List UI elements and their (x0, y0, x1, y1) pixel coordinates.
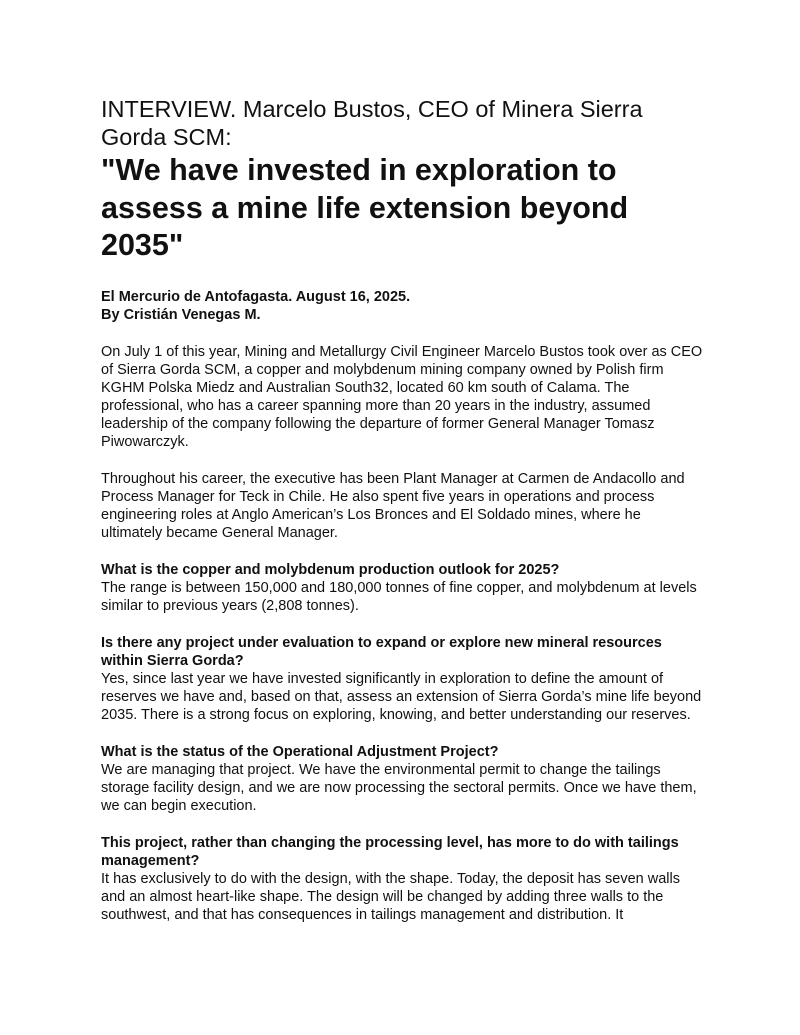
interview-question: This project, rather than changing the processing level, has more to do with tailings management? (101, 834, 679, 869)
intro-paragraph: Throughout his career, the executive has been Plant Manager at Carmen de Andacollo and Process Manager for Teck in Chile. He also spent five years in operations and process engineering roles at Anglo American’s Los Bronces and El Soldado mines, where he ultimately became General Manager. (101, 470, 685, 541)
author-line: By Cristián Venegas M. (101, 306, 261, 323)
qa-block (101, 561, 706, 615)
interview-question: What is the status of the Operational Adjustment Project? (101, 743, 499, 760)
interview-answer: Yes, since last year we have invested significantly in exploration to define the amount of reserves we have and, based on that, assess an extension of Sierra Gorda’s mine life beyond 2035. There is a strong focus on exploring, knowing, and better understanding our reserves. (101, 670, 702, 723)
interview-answer: It has exclusively to do with the design, with the shape. Today, the deposit has seven walls and an almost heart-like shape. The design will be changed by adding three walls to the southwest, and that has consequences in tailings management and distribution. It (101, 870, 680, 923)
qa-block (101, 634, 706, 724)
interview-question: Is there any project under evaluation to expand or explore new mineral resources within Sierra Gorda? (101, 634, 662, 669)
interview-answer: The range is between 150,000 and 180,000 tonnes of fine copper, and molybdenum at levels similar to previous years (2,808 tonnes). (101, 579, 697, 614)
source-line: El Mercurio de Antofagasta. August 16, 2025. (101, 288, 411, 305)
interview-answer: We are managing that project. We have the environmental permit to change the tailings storage facility design, and we are now processing the sectoral permits. Once we have them, we can begin execution. (101, 761, 697, 814)
byline (101, 288, 706, 324)
article-kicker: INTERVIEW. Marcelo Bustos, CEO of Minera Sierra Gorda SCM: (101, 96, 643, 150)
intro-paragraph: On July 1 of this year, Mining and Metallurgy Civil Engineer Marcelo Bustos took over as CEO of Sierra Gorda SCM, a copper and molybdenum mining company owned by Polish firm KGHM Polska Miedz and Australian South32, located 60 km south of Calama. The professional, who has a career spanning more than 20 years in the industry, assumed leadership of the company following the departure of former General Manager Tomasz Piwowarczyk. (101, 343, 703, 450)
article-page (101, 95, 706, 924)
qa-block (101, 834, 706, 924)
qa-block (101, 743, 706, 815)
article-headline: "We have invested in exploration to assess a mine life extension beyond 2035" (101, 153, 629, 262)
interview-question: What is the copper and molybdenum production outlook for 2025? (101, 561, 560, 578)
